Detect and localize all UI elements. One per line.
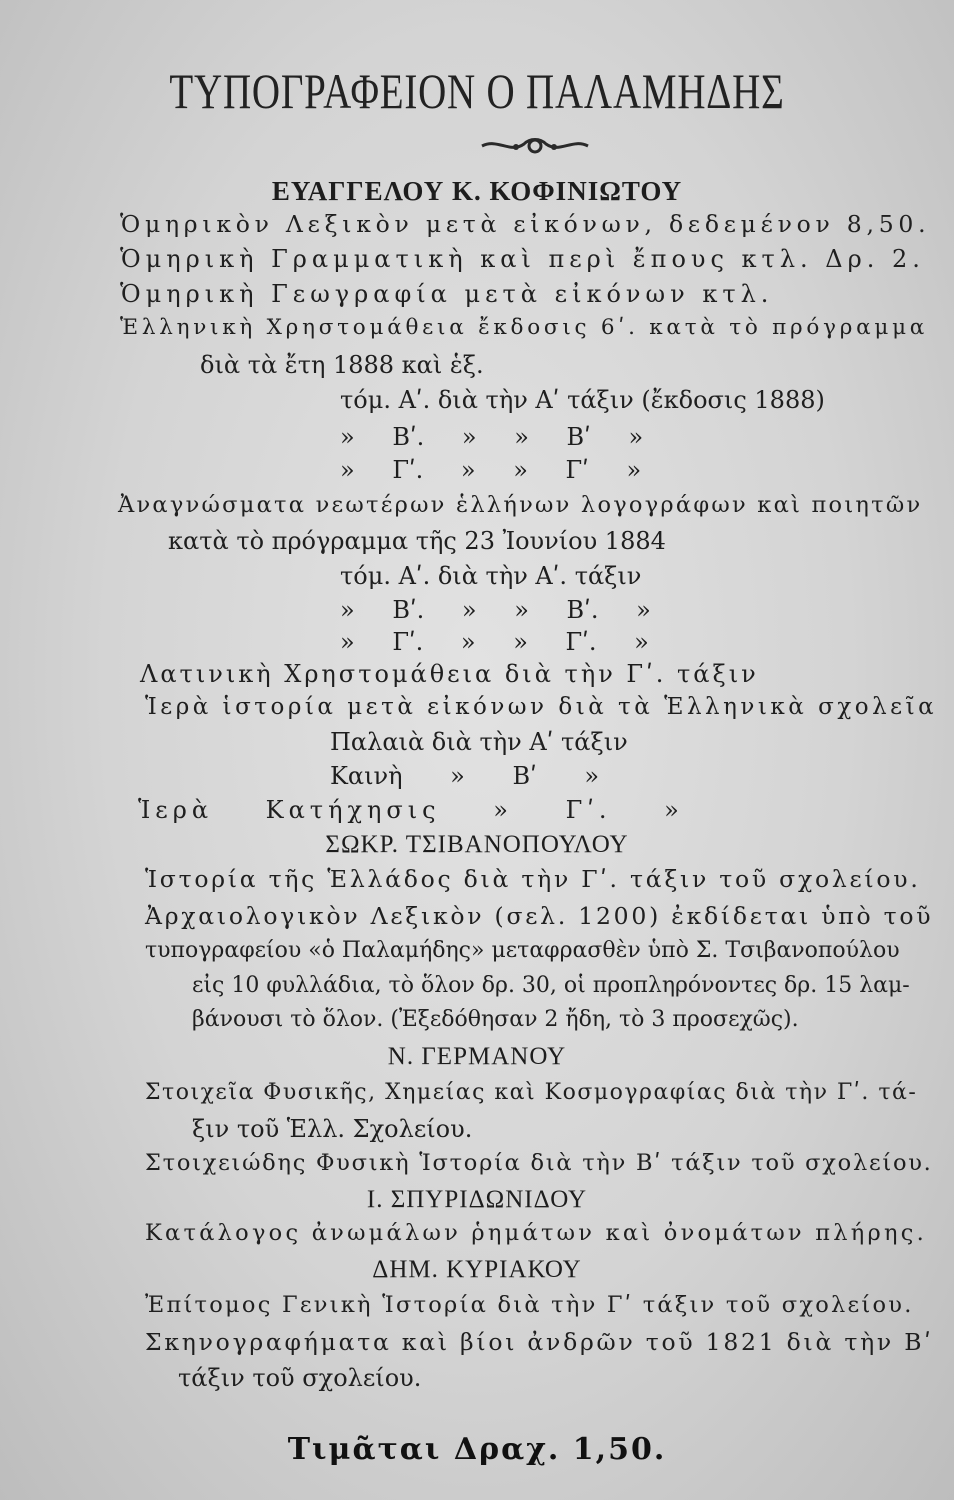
section-author-spyridonidou: Ι. ΣΠΥΡΙΔΩΝΙΔΟΥ (366, 1186, 588, 1213)
book-line: τόμ. Αʹ. διὰ τὴν Αʹ. τάξιν (340, 562, 642, 590)
book-line: Ἀναγνώσματα νεωτέρων ἑλλήνων λογογράφων καὶ ποιητῶν (118, 492, 923, 518)
book-line: Ἐπίτομος Γενικὴ Ἱστορία διὰ τὴν Γʹ τάξιν τοῦ σχολείου. (145, 1292, 914, 1318)
book-line: τόμ. Αʹ. διὰ τὴν Αʹ τάξιν (ἔκδοσις 1888) (340, 386, 825, 414)
book-line: Κατάλογος ἀνωμάλων ῥημάτων καὶ ὀνομάτων πλήρης. (145, 1220, 928, 1246)
book-line: » Γʹ. » » Γʹ. » (340, 628, 649, 656)
section-author-germanou: Ν. ΓΕΡΜΑΝΟΥ (387, 1043, 567, 1070)
book-line: Καινὴ » Βʹ » (330, 762, 600, 790)
book-line: Ἱερὰ Κατήχησις » Γʹ. » (138, 796, 684, 824)
book-line: Ἱερὰ ἱστορία μετὰ εἰκόνων διὰ τὰ Ἑλληνικὰ σχολεῖα (145, 694, 938, 720)
book-line: Στοιχεῖα Φυσικῆς, Χημείας καὶ Κοσμογραφίας διὰ τὴν Γʹ. τά- (145, 1080, 918, 1105)
book-line: τάξιν τοῦ σχολείου. (178, 1364, 422, 1392)
book-line: » Γʹ. » » Γʹ » (340, 456, 642, 484)
book-line: Παλαιὰ διὰ τὴν Αʹ τάξιν (330, 728, 628, 756)
ornament-divider (480, 132, 590, 160)
book-line: Ὁμηρικὸν Λεξικὸν μετὰ εἰκόνων, δεδεμένον 8,50. (120, 210, 931, 238)
book-line: Ὁμηρικὴ Γραμματικὴ καὶ περὶ ἔπους κτλ. Δρ. 2. (120, 245, 925, 273)
book-line: Στοιχειώδης Φυσικὴ Ἱστορία διὰ τὴν Βʹ τάξιν τοῦ σχολείου. (145, 1150, 933, 1176)
book-line: » Βʹ. » » Βʹ. » (340, 596, 651, 624)
book-line: Ἱστορία τῆς Ἑλλάδος διὰ τὴν Γʹ. τάξιν τοῦ σχολείου. (145, 865, 921, 893)
book-line: Σκηνογραφήματα καὶ βίοι ἀνδρῶν τοῦ 1821 διὰ τὴν Βʹ (145, 1328, 934, 1356)
book-line: εἰς 10 φυλλάδια, τὸ ὅλον δρ. 30, οἱ προπληρόνοντες δρ. 15 λαμ- (192, 973, 910, 998)
book-line: Ἀρχαιολογικὸν Λεξικὸν (σελ. 1200) ἐκδίδεται ὑπὸ τοῦ (145, 902, 934, 930)
page-title: ΤΥΠΟΓΡΑΦΕΙΟΝ Ο ΠΑΛΑΜΗΔΗΣ (169, 63, 785, 119)
book-line: Λατινικὴ Χρηστομάθεια διὰ τὴν Γʹ. τάξιν (140, 660, 759, 688)
section-author-kyriakou: ΔΗΜ. ΚΥΡΙΑΚΟΥ (372, 1256, 582, 1283)
book-line: Ὁμηρικὴ Γεωγραφία μετὰ εἰκόνων κτλ. (120, 280, 774, 308)
book-line: βάνουσι τὸ ὅλον. (Ἐξεδόθησαν 2 ἤδη, τὸ 3 προσεχῶς). (192, 1007, 799, 1032)
book-line: » Βʹ. » » Βʹ » (340, 423, 644, 451)
section-author-tsivanopoulou: ΣΩΚΡ. ΤΣΙΒΑΝΟΠΟΥΛΟΥ (325, 831, 629, 858)
price-footer: Τιμᾶται Δραχ. 1,50. (287, 1432, 667, 1467)
book-line: κατὰ τὸ πρόγραμμα τῆς 23 Ἰουνίου 1884 (168, 527, 666, 555)
book-line: Ἑλληνικὴ Χρηστομάθεια ἔκδοσις 6ʹ. κατὰ τὸ πρόγραμμα (120, 315, 929, 340)
section-author-kofiniotou: ΕΥΑΓΓΕΛΟΥ Κ. ΚΟΦΙΝΙΩΤΟΥ (271, 176, 683, 206)
book-line: ξιν τοῦ Ἑλλ. Σχολείου. (192, 1115, 473, 1143)
book-line: τυπογραφείου «ὁ Παλαμήδης» μεταφρασθὲν ὑπὸ Σ. Τσιβανοπούλου (145, 938, 900, 963)
book-line: διὰ τὰ ἔτη 1888 καὶ ἑξ. (200, 351, 484, 379)
